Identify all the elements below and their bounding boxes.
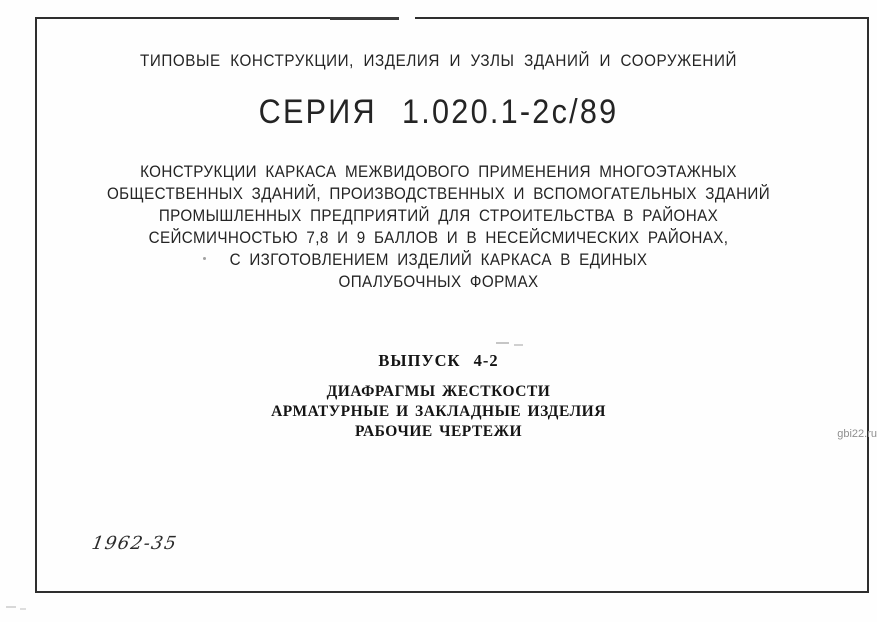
handwritten-inventory-number: 1962-35 xyxy=(90,533,180,554)
description-line: ОБЩЕСТВЕННЫХ ЗДАНИЙ, ПРОИЗВОДСТВЕННЫХ И ВСПОМОГАТЕЛЬНЫХ ЗДАНИЙ xyxy=(106,185,771,204)
description-line: СЕЙСМИЧНОСТЬЮ 7,8 И 9 БАЛЛОВ И В НЕСЕЙСМИЧЕСКИХ РАЙОНАХ, xyxy=(148,229,729,248)
description-line: С ИЗГОТОВЛЕНИЕМ ИЗДЕЛИЙ КАРКАСА В ЕДИНЫХ xyxy=(229,251,648,270)
issue-title-line: РАБОЧИЕ ЧЕРТЕЖИ xyxy=(354,423,523,440)
scan-artifact-border-smudge xyxy=(330,17,399,20)
issue-title-line: АРМАТУРНЫЕ И ЗАКЛАДНЫЕ ИЗДЕЛИЯ xyxy=(271,403,606,420)
scan-artifact-corner-mark xyxy=(6,606,16,608)
series-title: СЕРИЯ 1.020.1-2с/89 xyxy=(258,92,619,132)
issue-label: ВЫПУСК 4-2 xyxy=(378,351,499,370)
description-line: КОНСТРУКЦИИ КАРКАСА МЕЖВИДОВОГО ПРИМЕНЕНИЯ МНОГОЭТАЖНЫХ xyxy=(140,163,737,182)
category-line: ТИПОВЫЕ КОНСТРУКЦИИ, ИЗДЕЛИЯ И УЗЛЫ ЗДАНИЙ И СООРУЖЕНИЙ xyxy=(140,52,737,71)
watermark: gbi22.ru xyxy=(837,428,877,440)
issue-title-line: ДИАФРАГМЫ ЖЕСТКОСТИ xyxy=(326,383,551,400)
description-line: ПРОМЫШЛЕННЫХ ПРЕДПРИЯТИЙ ДЛЯ СТРОИТЕЛЬСТВА В РАЙОНАХ xyxy=(158,207,719,226)
scan-artifact-corner-mark xyxy=(20,608,26,610)
description-line: ОПАЛУБОЧНЫХ ФОРМАХ xyxy=(338,273,539,292)
scan-artifact-border-gap xyxy=(399,15,415,21)
